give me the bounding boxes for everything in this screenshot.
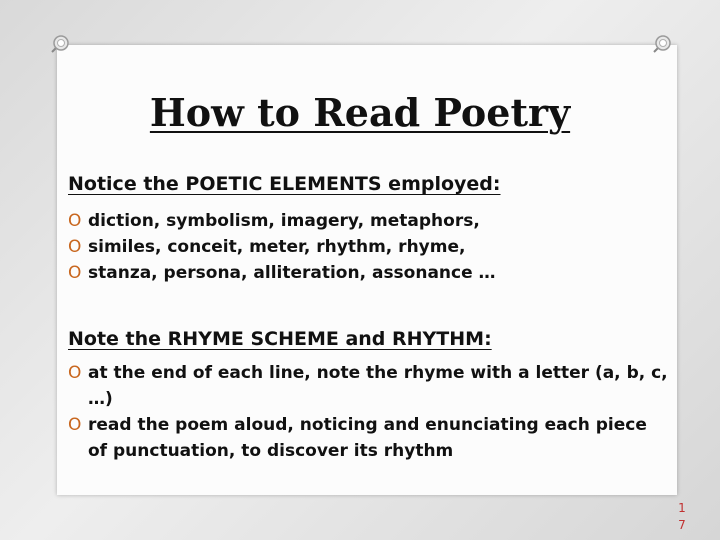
pushpin-icon xyxy=(48,34,70,56)
bullet-marker-icon: O xyxy=(68,415,82,435)
bullet-marker-icon: O xyxy=(68,363,82,383)
bullet-text: stanza, persona, alliteration, assonance … xyxy=(88,263,496,283)
bullet-text: diction, symbolism, imagery, metaphors, xyxy=(88,211,480,231)
section-heading-poetic-elements: Notice the POETIC ELEMENTS employed: xyxy=(68,173,501,195)
bullet-list-poetic-elements xyxy=(68,208,668,286)
bullet-text: read the poem aloud, noticing and enunciating each piece of punctuation, to discover its rhythm xyxy=(88,415,647,461)
page-number: 17 xyxy=(678,501,686,532)
list-item xyxy=(68,234,668,260)
bullet-marker-icon: O xyxy=(68,263,82,283)
section-heading-rhyme-scheme: Note the RHYME SCHEME and RHYTHM: xyxy=(68,328,492,350)
pushpin-icon xyxy=(650,34,672,56)
bullet-text: at the end of each line, note the rhyme with a letter (a, b, c, …) xyxy=(88,363,668,409)
list-item xyxy=(68,412,668,464)
list-item xyxy=(68,208,668,234)
slide-title xyxy=(0,90,720,135)
list-item xyxy=(68,360,668,412)
slide-title-text: How to Read Poetry xyxy=(149,90,571,135)
bullet-text: similes, conceit, meter, rhythm, rhyme, xyxy=(88,237,466,257)
bullet-list-rhyme-scheme xyxy=(68,360,668,464)
bullet-marker-icon: O xyxy=(68,211,82,231)
list-item xyxy=(68,260,668,286)
bullet-marker-icon: O xyxy=(68,237,82,257)
